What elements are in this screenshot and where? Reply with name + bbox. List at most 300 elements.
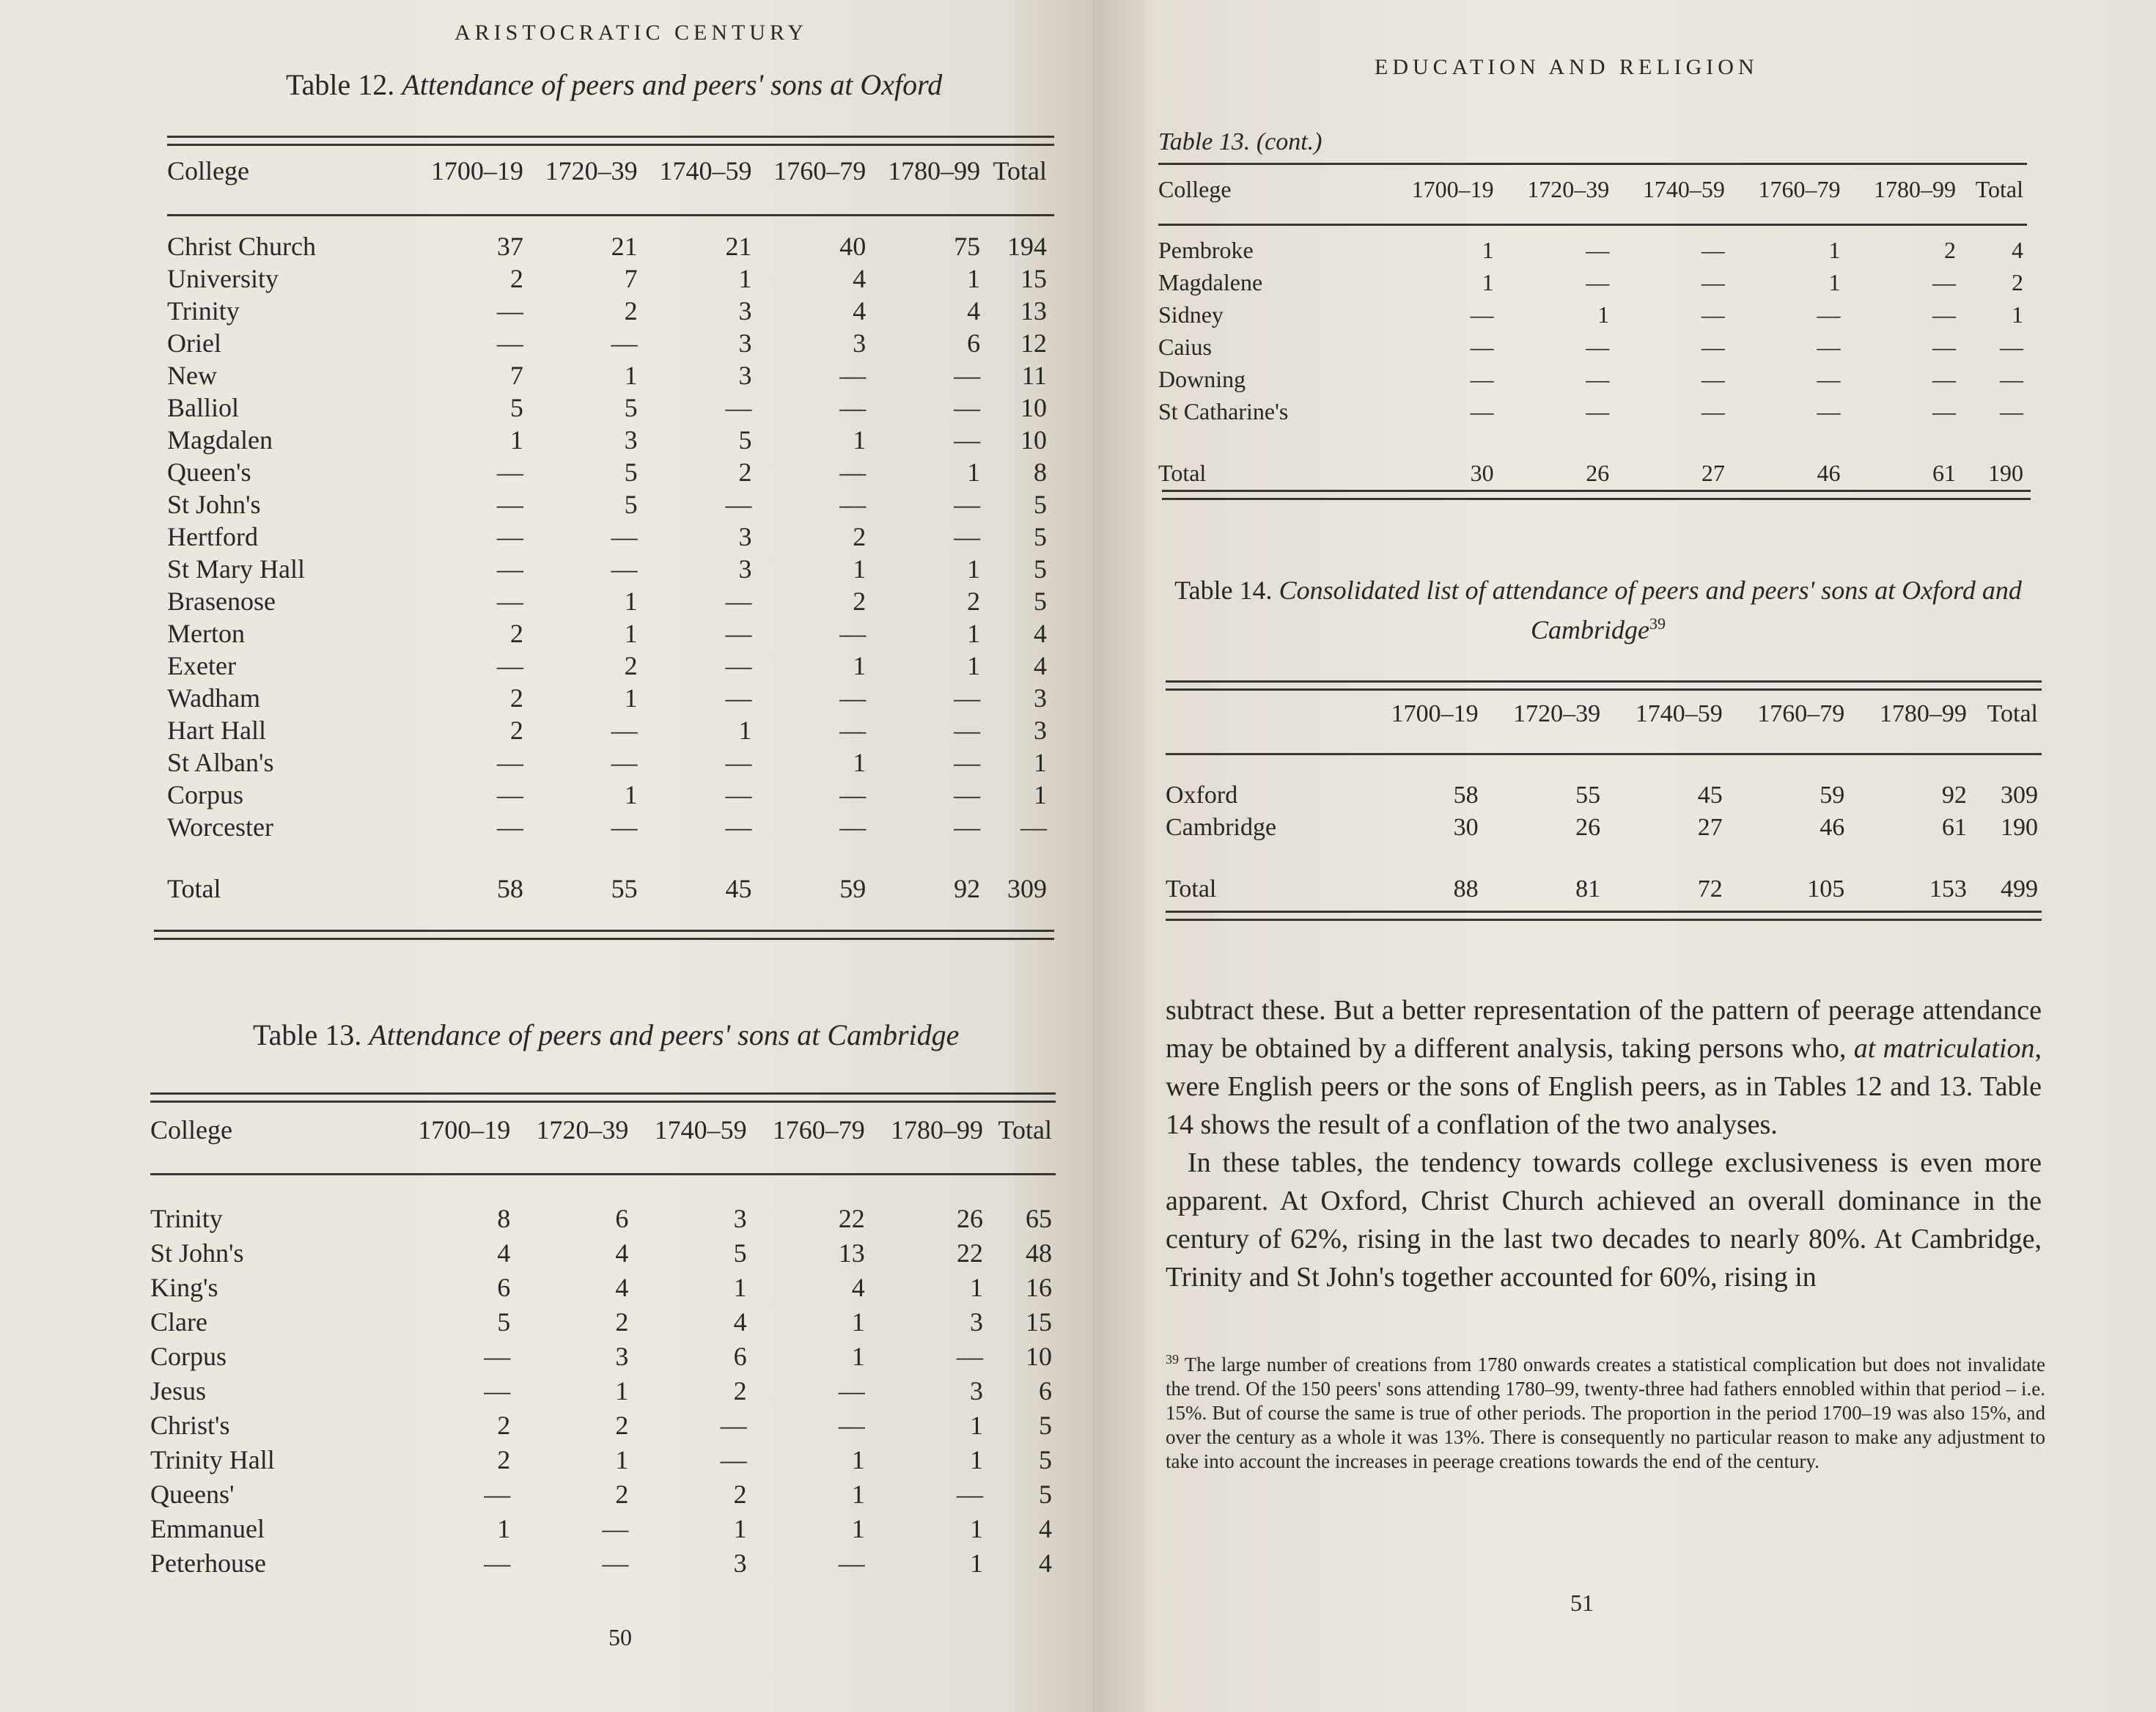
table-row [167, 650, 1047, 682]
cell-value: 1 [1828, 268, 1841, 295]
college-name: Hertford [167, 522, 258, 551]
cell-value: 55 [611, 874, 638, 903]
cell-value: — [839, 683, 867, 713]
cell-value: 1 [624, 619, 638, 648]
cell-value: 6 [497, 1272, 511, 1302]
cell-value: 2 [733, 1479, 747, 1509]
cell-value: 3 [738, 361, 752, 390]
column-header-college: College [1158, 176, 1232, 202]
column-header: 1700–19 [1411, 176, 1494, 202]
cell-value: — [839, 619, 867, 648]
cell-value: 2 [2012, 268, 2023, 295]
running-head: EDUCATION AND RELIGION [1375, 55, 1759, 79]
cell-value: 1 [1034, 748, 1047, 777]
column-header: 1780–99 [888, 156, 981, 185]
column-header: 1740–59 [659, 156, 752, 185]
cell-value: 59 [1820, 782, 1845, 809]
table-row [167, 488, 1047, 521]
table-row [1158, 363, 2023, 395]
cell-value: 10 [1026, 1341, 1052, 1371]
cell-value: — [839, 361, 867, 390]
table-row [150, 1339, 1052, 1373]
cell-value: 4 [853, 264, 867, 293]
column-header: 1700–19 [1391, 700, 1479, 727]
cell-value: 2 [615, 1307, 629, 1337]
table-row [167, 714, 1047, 746]
cell-value: 1 [967, 651, 981, 680]
college-name: Jesus [150, 1375, 207, 1406]
cell-value: — [1470, 333, 1494, 360]
cell-value: 13 [838, 1238, 865, 1268]
college-name: Corpus [150, 1341, 227, 1371]
table-row [150, 1511, 1052, 1546]
table13-body [150, 1175, 1052, 1580]
table12 [167, 155, 1047, 905]
total-row [1166, 844, 2038, 905]
cell-value: 194 [1007, 232, 1047, 261]
cell-value: 1 [969, 1444, 983, 1474]
college-name: Sidney [1158, 301, 1224, 328]
cell-value: 3 [738, 296, 752, 326]
cell-value: — [496, 458, 523, 487]
college-name: Worcester [167, 812, 274, 842]
cell-value: 27 [1697, 814, 1723, 841]
cell-value: 3 [738, 554, 752, 584]
table13-caption [253, 1018, 959, 1052]
table14-header-row [1166, 700, 2038, 757]
college-name: Oriel [167, 328, 221, 358]
cell-value: — [725, 683, 752, 713]
cell-value: — [1701, 365, 1725, 392]
cell-value: 4 [1034, 619, 1047, 648]
cell-value: 65 [1026, 1203, 1052, 1233]
cell-value: 81 [1575, 875, 1601, 903]
cell-value: 1 [624, 683, 638, 713]
cell-value: 190 [1988, 459, 2023, 486]
cell-value: 37 [496, 232, 523, 261]
cell-value: 1 [851, 1513, 865, 1543]
column-header: 1740–59 [1635, 700, 1723, 727]
cell-value: — [725, 393, 752, 422]
column-header: 1760–79 [772, 1115, 865, 1145]
cell-value: 6 [967, 328, 981, 358]
table12-label: Table 12. [286, 68, 395, 101]
college-name: Queens' [150, 1479, 235, 1509]
cell-value: 1 [851, 1479, 865, 1509]
column-header: 1700–19 [430, 156, 523, 185]
column-header: 1720–39 [1527, 176, 1610, 202]
cell-value: — [954, 361, 981, 390]
cell-value: 3 [733, 1203, 747, 1233]
cell-value: 153 [1929, 875, 1967, 903]
cell-value: 8 [497, 1203, 511, 1233]
table-row [167, 327, 1047, 359]
cell-value: 2 [615, 1479, 629, 1509]
cell-value: 2 [733, 1375, 747, 1406]
college-name: Brasenose [167, 587, 276, 616]
cell-value: — [611, 716, 638, 745]
college-name: King's [150, 1272, 218, 1302]
cell-value: — [1701, 268, 1725, 295]
cell-value: — [954, 425, 981, 455]
table-row [1166, 779, 2038, 812]
cell-value: 5 [624, 490, 638, 519]
cell-value: — [1701, 397, 1725, 425]
table13-cont-bottom-rule [1162, 490, 2031, 500]
cell-value: 1 [2012, 301, 2023, 328]
table13-cont-top-rule [1158, 163, 2027, 165]
table13-cont [1158, 176, 2023, 489]
cell-value: — [725, 812, 752, 842]
table-row [167, 456, 1047, 488]
cell-value: — [496, 554, 523, 584]
table-row [150, 1408, 1052, 1442]
cell-value: — [496, 812, 523, 842]
cell-value: 10 [1020, 393, 1047, 422]
cell-value: 1 [851, 1341, 865, 1371]
cell-value: 1 [969, 1410, 983, 1440]
cell-value: 1 [851, 1444, 865, 1474]
cell-value: — [839, 812, 867, 842]
cell-value: — [1586, 333, 1610, 360]
cell-value: 45 [1697, 782, 1723, 809]
cell-value: — [496, 490, 523, 519]
cell-value: 75 [954, 232, 981, 261]
table-row [167, 359, 1047, 392]
cell-value: 499 [2001, 875, 2038, 903]
cell-value: — [1586, 397, 1610, 425]
college-name: Clare [150, 1307, 207, 1337]
cell-value: 309 [2001, 782, 2038, 809]
table13-cont-label: Table 13. (cont.) [1158, 128, 1322, 155]
table-row [150, 1477, 1052, 1511]
college-name: St Alban's [167, 748, 274, 777]
table-row [167, 295, 1047, 327]
cell-value: 3 [733, 1548, 747, 1578]
column-header: 1700–19 [418, 1115, 511, 1145]
cell-value: 1 [1034, 780, 1047, 809]
table-row [1158, 395, 2023, 427]
page-number: 51 [1570, 1590, 1594, 1616]
cell-value: — [954, 522, 981, 551]
footnote-text: The large number of creations from 1780 onwards creates a statistical complication but does not invalidate the trend. Of the 150 peers' sons attending 1780–99, twenty-three had fathers ennobled within that period – i.e. 15%. But of course the same is true of other periods. The proportion in the period 1700–19 was also 15%, and over the century as a whole it was 13%. There is consequently no particular reason to make any adjustment to take into account the increases in peerage creations towards the end of the century. [1166, 1353, 2046, 1472]
body-text [1166, 991, 2042, 1296]
cell-value: — [1932, 365, 1957, 392]
cell-value: — [484, 1341, 511, 1371]
table-row [1158, 234, 2023, 266]
cell-value: 2 [509, 683, 523, 713]
table-row [150, 1201, 1052, 1235]
table12-top-rule [167, 136, 1054, 146]
column-header: Total [993, 156, 1047, 185]
cell-value: 5 [1034, 587, 1047, 616]
table13-cont-body [1158, 224, 2023, 489]
college-name: Oxford [1166, 782, 1238, 809]
college-name: Downing [1158, 365, 1246, 392]
cell-value: 5 [624, 458, 638, 487]
cell-value: 4 [615, 1238, 629, 1268]
total-label: Total [1158, 459, 1207, 486]
cell-value: — [839, 393, 867, 422]
cell-value: — [1932, 397, 1957, 425]
cell-value: 6 [615, 1203, 629, 1233]
cell-value: 40 [839, 232, 867, 261]
table-row [167, 424, 1047, 456]
table-row [167, 779, 1047, 811]
cell-value: 3 [969, 1307, 983, 1337]
cell-value: 1 [853, 554, 867, 584]
table13 [150, 1114, 1052, 1580]
college-name: Christ Church [167, 232, 316, 261]
cell-value: — [1020, 812, 1047, 842]
cell-value: — [954, 683, 981, 713]
cell-value: — [1586, 365, 1610, 392]
table14-top-rule [1166, 680, 2042, 691]
cell-value: — [839, 458, 867, 487]
cell-value: 1 [624, 780, 638, 809]
cell-value: — [496, 328, 523, 358]
cell-value: 1 [851, 1307, 865, 1337]
cell-value: 3 [738, 522, 752, 551]
paragraph-1: subtract these. But a better representation of the pattern of peerage attendance may be obtained by a different analysis, taking persons who, at matriculation, were English peers or the sons of English peers, as in Tables 12 and 13. Table 14 shows the result of a conflation of the two analyses. [1166, 995, 2042, 1140]
cell-value: — [611, 554, 638, 584]
footnote-number: 39 [1166, 1352, 1179, 1367]
college-name: Magdalene [1158, 268, 1263, 295]
cell-value: — [1817, 397, 1841, 425]
cell-value: 61 [1941, 814, 1967, 841]
cell-value: — [602, 1513, 629, 1543]
table-row [167, 262, 1047, 295]
cell-value: 6 [1039, 1375, 1052, 1406]
table14-caption [1162, 573, 2034, 647]
cell-value: 2 [509, 619, 523, 648]
cell-value: 59 [839, 874, 867, 903]
column-header: 1720–39 [536, 1115, 629, 1145]
cell-value: — [838, 1410, 865, 1440]
cell-value: — [1701, 301, 1725, 328]
table-row [167, 521, 1047, 553]
column-header-college [1166, 700, 1356, 757]
cell-value: 5 [1039, 1479, 1052, 1509]
cell-value: — [611, 812, 638, 842]
cell-value: 1 [967, 619, 981, 648]
cell-value: — [496, 780, 523, 809]
cell-value: 92 [1941, 782, 1967, 809]
cell-value: 13 [1020, 296, 1047, 326]
cell-value: 55 [1575, 782, 1601, 809]
spacer [150, 1175, 1052, 1201]
cell-value: 1 [967, 458, 981, 487]
cell-value: — [1932, 333, 1957, 360]
cell-value: — [954, 812, 981, 842]
cell-value: — [1932, 268, 1957, 295]
cell-value: 309 [1007, 874, 1047, 903]
college-name: Exeter [167, 651, 236, 680]
table-row [1158, 298, 2023, 331]
column-header: Total [1987, 700, 2038, 727]
college-name: St Mary Hall [167, 554, 305, 584]
total-row [1158, 427, 2023, 489]
cell-value: — [725, 619, 752, 648]
cell-value: 15 [1026, 1307, 1052, 1337]
table13-cont-header-row [1158, 176, 2023, 224]
column-header: 1760–79 [1757, 700, 1845, 727]
cell-value: — [838, 1375, 865, 1406]
cell-value: — [1817, 365, 1841, 392]
paragraph-2: In these tables, the tendency towards college exclusiveness is even more apparent. At Oxford, Christ Church achieved an overall dominance in the century of 62%, rising in the last two decades to nearly 80%. At Cambridge, Trinity and St John's together accounted for 60%, rising in [1166, 1147, 2042, 1293]
cell-value: 4 [615, 1272, 629, 1302]
cell-value: 4 [1039, 1548, 1052, 1578]
table-row [167, 811, 1047, 843]
college-name: Queen's [167, 458, 251, 487]
table14-title: Consolidated list of attendance of peers and peers' sons at Oxford and Cambridge [1278, 576, 2022, 644]
college-name: St John's [167, 490, 261, 519]
table14-body [1166, 757, 2038, 905]
table-row [150, 1373, 1052, 1408]
column-header: 1780–99 [1874, 176, 1957, 202]
cell-value: — [725, 490, 752, 519]
running-head: ARISTOCRATIC CENTURY [455, 21, 808, 45]
college-name: Pembroke [1158, 236, 1254, 263]
cell-value: 2 [509, 716, 523, 745]
college-name: Magdalen [167, 425, 273, 455]
cell-value: — [496, 651, 523, 680]
column-header: 1780–99 [890, 1115, 983, 1145]
spacer [167, 216, 1047, 230]
college-name: Caius [1158, 333, 1212, 360]
college-name: Christ's [150, 1410, 230, 1440]
spacer [1166, 757, 2038, 779]
column-header: 1760–79 [773, 156, 867, 185]
cell-value: — [484, 1375, 511, 1406]
cell-value: 1 [1597, 301, 1610, 328]
cell-value: 7 [509, 361, 523, 390]
cell-value: 30 [1453, 814, 1479, 841]
total-label: Total [1166, 875, 1217, 903]
cell-value: — [484, 1479, 511, 1509]
cell-value: 22 [956, 1238, 983, 1268]
cell-value: — [954, 780, 981, 809]
cell-value: 1 [624, 361, 638, 390]
cell-value: 5 [738, 425, 752, 455]
table12-bottom-rule [154, 930, 1054, 940]
table13-top-rule [150, 1092, 1056, 1103]
table13-header-row [150, 1114, 1052, 1175]
cell-value: 5 [1039, 1444, 1052, 1474]
cell-value: 11 [1021, 361, 1047, 390]
cell-value: 5 [497, 1307, 511, 1337]
cell-value: 190 [2001, 814, 2038, 841]
table12-caption [286, 67, 942, 102]
table-row [167, 617, 1047, 650]
cell-value: 1 [969, 1513, 983, 1543]
table-row [150, 1304, 1052, 1339]
cell-value: 2 [1944, 236, 1957, 263]
cell-value: 26 [1586, 459, 1610, 486]
table12-body [167, 216, 1047, 905]
column-header-college: College [167, 156, 249, 185]
cell-value: 2 [853, 587, 867, 616]
column-header: 1740–59 [1642, 176, 1725, 202]
cell-value: — [954, 490, 981, 519]
column-header: Total [998, 1115, 1052, 1145]
cell-value: 6 [733, 1341, 747, 1371]
cell-value: — [484, 1548, 511, 1578]
cell-value: 1 [738, 716, 752, 745]
cell-value: 1 [853, 651, 867, 680]
cell-value: — [1701, 333, 1725, 360]
cell-value: 3 [853, 328, 867, 358]
cell-value: 45 [725, 874, 752, 903]
college-name: Trinity Hall [150, 1444, 275, 1474]
cell-value: 1 [1482, 268, 1494, 295]
cell-value: 2 [497, 1444, 511, 1474]
footnote-ref[interactable]: 39 [1649, 614, 1666, 633]
table-row [167, 746, 1047, 779]
cell-value: — [1701, 236, 1725, 263]
cell-value: 21 [611, 232, 638, 261]
cell-value: — [2000, 333, 2023, 360]
cell-value: — [2000, 365, 2023, 392]
table13-title: Attendance of peers and peers' sons at Cambridge [369, 1018, 960, 1051]
cell-value: 2 [497, 1410, 511, 1440]
cell-value: — [496, 587, 523, 616]
cell-value: 5 [1034, 522, 1047, 551]
cell-value: — [956, 1479, 983, 1509]
cell-value: — [839, 490, 867, 519]
cell-value: — [1470, 365, 1494, 392]
cell-value: 2 [738, 458, 752, 487]
cell-value: 5 [1039, 1410, 1052, 1440]
cell-value: 12 [1020, 328, 1047, 358]
cell-value: — [954, 393, 981, 422]
cell-value: 5 [733, 1238, 747, 1268]
cell-value: — [725, 587, 752, 616]
footnote [1166, 1348, 2045, 1474]
cell-value: 3 [1034, 716, 1047, 745]
cell-value: — [954, 748, 981, 777]
cell-value: 2 [624, 651, 638, 680]
cell-value: — [1817, 301, 1841, 328]
cell-value: — [1470, 397, 1494, 425]
college-name: Hart Hall [167, 716, 266, 745]
college-name: New [167, 361, 217, 390]
cell-value: 21 [725, 232, 752, 261]
table14-bottom-rule [1166, 911, 2042, 921]
cell-value: 5 [624, 393, 638, 422]
cell-value: — [1586, 236, 1610, 263]
cell-value: — [1817, 333, 1841, 360]
college-name: University [167, 264, 279, 293]
college-name: Corpus [167, 780, 244, 809]
cell-value: — [496, 748, 523, 777]
cell-value: 3 [1034, 683, 1047, 713]
cell-value: 58 [496, 874, 523, 903]
cell-value: 105 [1807, 875, 1845, 903]
cell-value: 2 [509, 264, 523, 293]
cell-value: — [725, 748, 752, 777]
cell-value: 1 [1828, 236, 1841, 263]
cell-value: 1 [967, 264, 981, 293]
cell-value: 5 [1034, 554, 1047, 584]
cell-value: 4 [853, 296, 867, 326]
cell-value: 1 [615, 1375, 629, 1406]
cell-value: 88 [1453, 875, 1479, 903]
table12-header-row [167, 155, 1047, 216]
column-header: 1780–99 [1879, 700, 1967, 727]
cell-value: — [1932, 301, 1957, 328]
cell-value: 1 [733, 1513, 747, 1543]
